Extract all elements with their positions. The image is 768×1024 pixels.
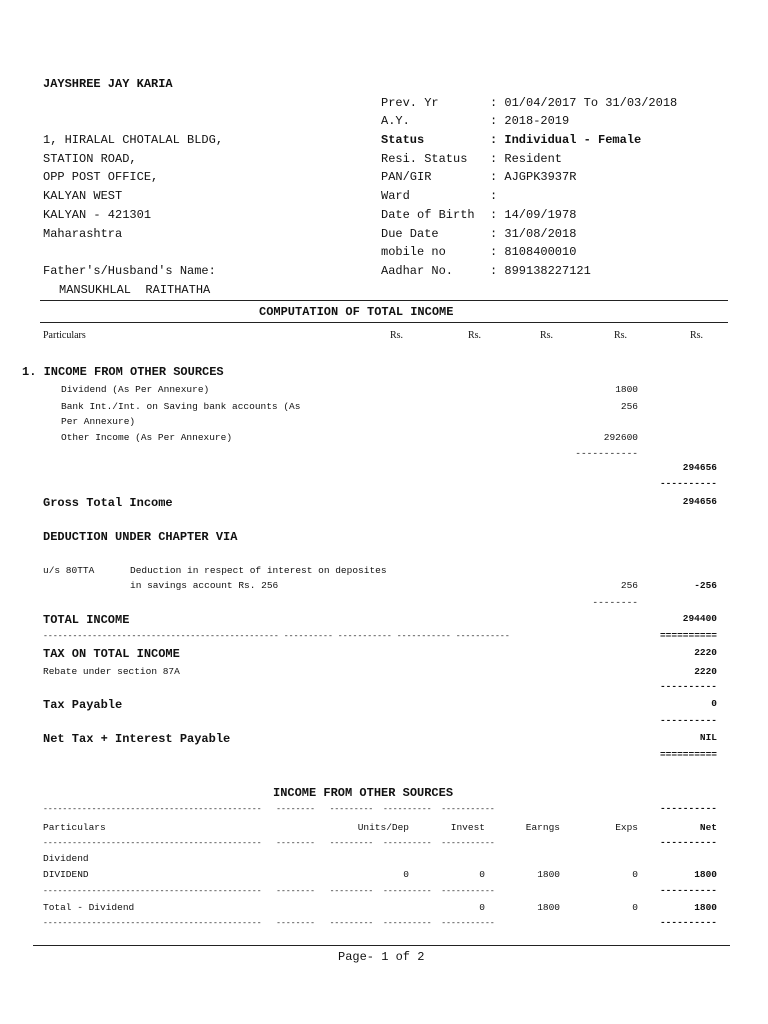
computation-title: COMPUTATION OF TOTAL INCOME (259, 305, 454, 319)
section-total-dash: ---------- (659, 478, 717, 489)
col-rs: Rs. (468, 330, 482, 341)
info-value: : AJGPK3937R (490, 170, 577, 184)
address-line-6: Maharashtra (43, 227, 123, 241)
page-number: Page- 1 of 2 (338, 950, 425, 964)
bank-value: 256 (620, 401, 638, 412)
deduction-section: u/s 80TTA (43, 565, 95, 576)
double-rule: ========== (659, 630, 717, 641)
info-value: : 8108400010 (490, 245, 577, 259)
col-rs: Rs. (390, 330, 404, 341)
address-line-4: KALYAN WEST (43, 189, 123, 203)
tax-payable-value: 0 (711, 698, 717, 709)
gross-total-value: 294656 (682, 496, 717, 507)
rebate-label: Rebate under section 87A (43, 666, 180, 677)
annexure-title: INCOME FROM OTHER SOURCES (273, 786, 454, 800)
address-line-3: OPP POST OFFICE, (43, 170, 159, 184)
annexure-dash: --------------------------------------------- -------- --------- ---------- ----------- (43, 887, 495, 896)
table-row-earn: 1800 (537, 869, 560, 880)
total-row-name: Total - Dividend (43, 902, 135, 913)
annexure-col-net: Net (699, 822, 717, 833)
rebate-dash: ---------- (659, 681, 717, 692)
deduction-desc-cont: in savings account Rs. 256 (130, 580, 279, 591)
col-rs: Rs. (614, 330, 628, 341)
table-row-exps: 0 (632, 869, 638, 880)
father-label: Father's/Husband's Name: (43, 264, 216, 278)
address-line-5: KALYAN - 421301 (43, 208, 152, 222)
info-label: Due Date (381, 227, 439, 241)
deduction-total: -256 (694, 580, 717, 591)
tax-payable-dash: ---------- (659, 715, 717, 726)
annexure-col-invest: Invest (450, 822, 485, 833)
separator-dashes: ------------------------------------------------ ---------- ----------- ----------- ----------- (43, 632, 510, 641)
table-row-invest: 0 (479, 869, 485, 880)
other-income-value: 292600 (603, 432, 638, 443)
deduction-desc: Deduction in respect of interest on deposites (130, 565, 387, 576)
annexure-group-label: Dividend (43, 853, 89, 864)
info-label: Aadhar No. (381, 264, 454, 278)
info-label: A.Y. (381, 114, 410, 128)
total-income-value: 294400 (682, 613, 717, 624)
taxpayer-name: JAYSHREE JAY KARIA (43, 77, 173, 91)
info-value: : 14/09/1978 (490, 208, 577, 222)
total-income-label: TOTAL INCOME (43, 613, 130, 627)
net-tax-double-rule: ========== (659, 749, 717, 760)
info-value: : 01/04/2017 To 31/03/2018 (490, 96, 678, 110)
annexure-dash-net: ---------- (659, 917, 717, 928)
annexure-dash: --------------------------------------------- -------- --------- ---------- ----------- (43, 805, 495, 814)
rebate-value: 2220 (694, 666, 717, 677)
info-label: mobile no (381, 245, 446, 259)
title-rule (40, 322, 728, 323)
dividend-value: 1800 (615, 384, 638, 395)
bank-label: Bank Int./Int. on Saving bank accounts (As (61, 401, 301, 412)
col-rs: Rs. (540, 330, 554, 341)
footer-rule (33, 945, 730, 946)
annexure-dash-net: ---------- (659, 837, 717, 848)
annexure-col-exps: Exps (615, 822, 638, 833)
annexure-col-earngs: Earngs (525, 822, 560, 833)
gross-total-label: Gross Total Income (43, 496, 173, 510)
info-label: Prev. Yr (381, 96, 439, 110)
info-label: Status (381, 133, 425, 147)
other-income-label: Other Income (As Per Annexure) (61, 432, 233, 443)
info-label: Date of Birth (381, 208, 475, 222)
total-row-exps: 0 (632, 902, 638, 913)
info-label: PAN/GIR (381, 170, 432, 184)
annexure-col-particulars: Particulars (43, 822, 106, 833)
section-title: 1. INCOME FROM OTHER SOURCES (22, 365, 224, 379)
dividend-label: Dividend (As Per Annexure) (61, 384, 210, 395)
tax-payable-label: Tax Payable (43, 698, 123, 712)
info-value: : Individual - Female (490, 133, 642, 147)
tax-label: TAX ON TOTAL INCOME (43, 647, 180, 661)
bank-label-cont: Per Annexure) (61, 416, 136, 427)
info-value: : Resident (490, 152, 563, 166)
top-rule (40, 300, 728, 301)
info-value: : 31/08/2018 (490, 227, 577, 241)
section-total-value: 294656 (682, 462, 717, 473)
info-label: Resi. Status (381, 152, 468, 166)
annexure-dash: --------------------------------------------- -------- --------- ---------- ----------- (43, 919, 495, 928)
father-name: MANSUKHLAL RAITHATHA (59, 283, 211, 297)
annexure-col-units: Units/Dep (357, 822, 409, 833)
deduction-dash: -------- (592, 597, 638, 608)
subtotal-dash: ----------- (575, 448, 638, 459)
total-row-net: 1800 (694, 902, 717, 913)
table-row-units: 0 (403, 869, 409, 880)
deduction-value: 256 (620, 580, 638, 591)
annexure-dash-net: ---------- (659, 803, 717, 814)
info-value: : 2018-2019 (490, 114, 570, 128)
total-row-invest: 0 (479, 902, 485, 913)
info-label: Ward (381, 189, 410, 203)
table-row-name: DIVIDEND (43, 869, 89, 880)
annexure-dash: --------------------------------------------- -------- --------- ---------- ----------- (43, 839, 495, 848)
col-rs: Rs. (690, 330, 704, 341)
table-row-net: 1800 (694, 869, 717, 880)
net-tax-label: Net Tax + Interest Payable (43, 732, 231, 746)
total-row-earn: 1800 (537, 902, 560, 913)
deduction-title: DEDUCTION UNDER CHAPTER VIA (43, 530, 238, 544)
tax-value: 2220 (694, 647, 717, 658)
annexure-dash-net: ---------- (659, 885, 717, 896)
col-particulars: Particulars (43, 330, 86, 341)
net-tax-value: NIL (699, 732, 717, 743)
address-line-2: STATION ROAD, (43, 152, 137, 166)
address-line-1: 1, HIRALAL CHOTALAL BLDG, (43, 133, 224, 147)
info-value: : (490, 189, 498, 203)
info-value: : 899138227121 (490, 264, 591, 278)
